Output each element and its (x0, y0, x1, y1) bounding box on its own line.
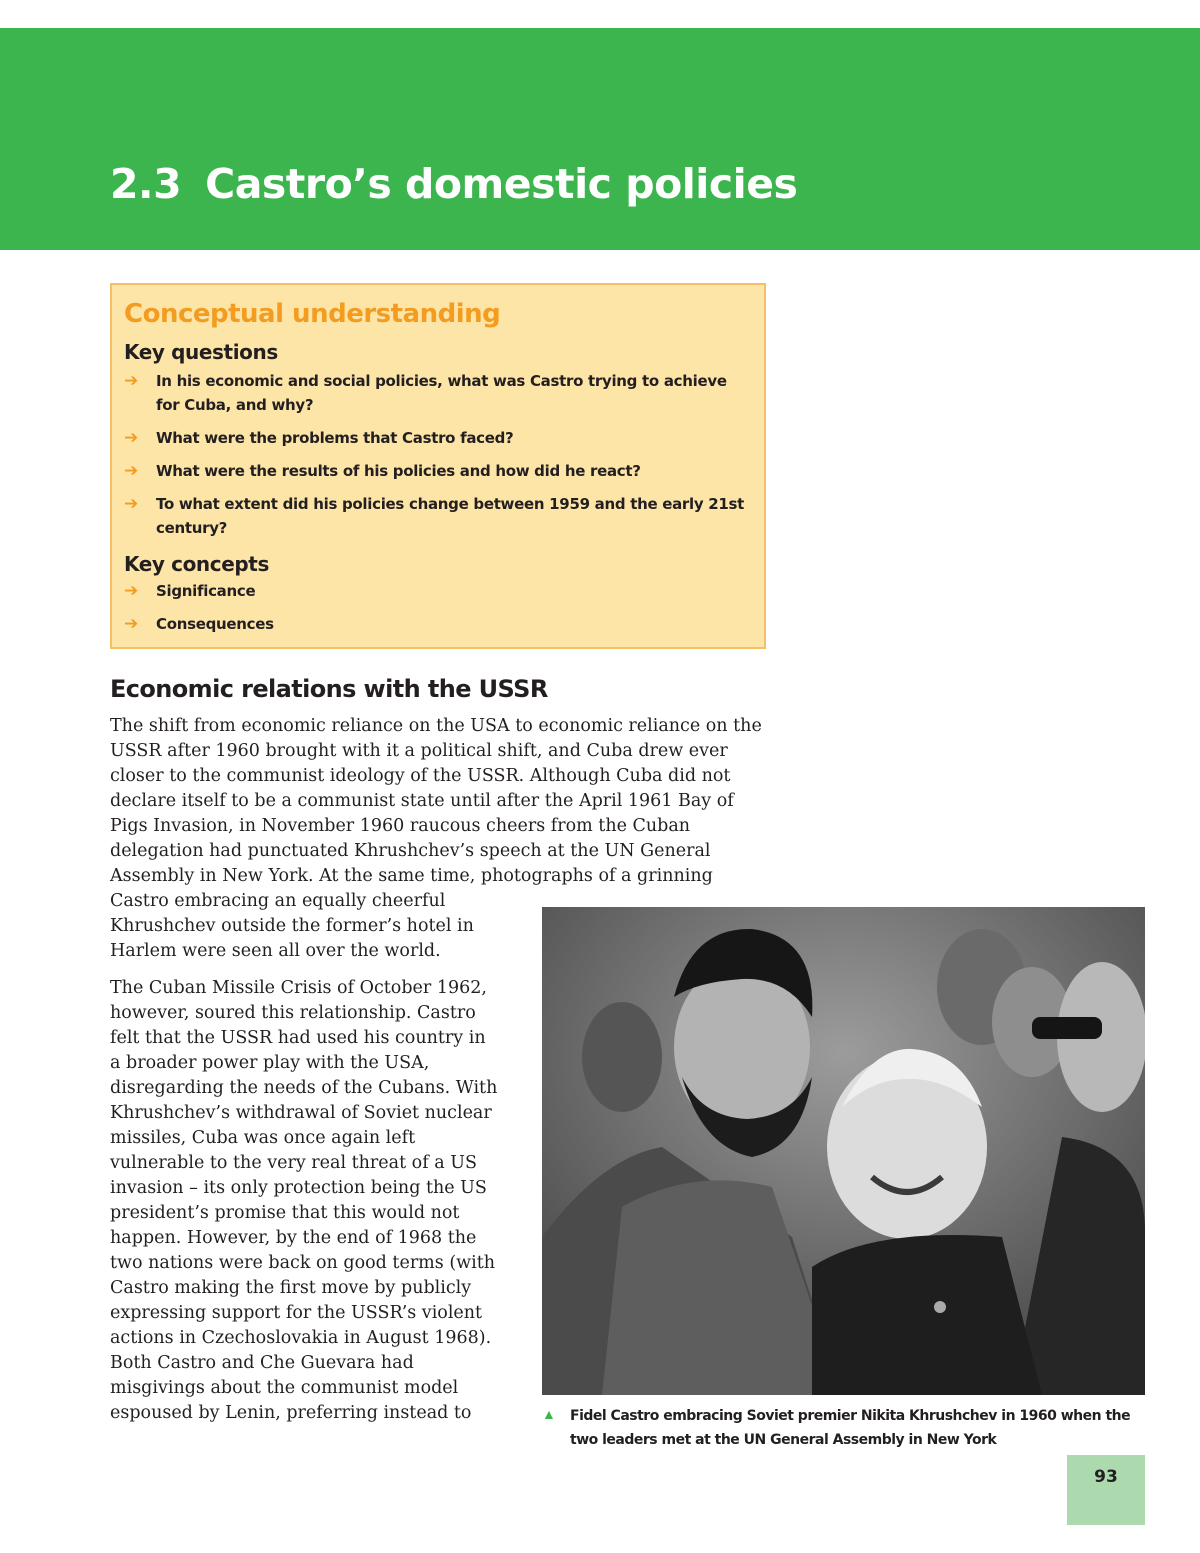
arrow-icon: ➔ (124, 614, 138, 634)
arrow-icon: ➔ (124, 371, 138, 391)
key-concepts-heading: Key concepts (124, 552, 269, 576)
arrow-icon: ➔ (124, 581, 138, 601)
conceptual-understanding-box (110, 283, 766, 649)
section-number: 2.3 (110, 160, 182, 208)
photo-caption (542, 1404, 1145, 1452)
section-title: Castro’s domestic policies (205, 160, 798, 208)
list-item: ➔ What were the results of his policies and how did he react? (124, 461, 641, 481)
key-questions-heading: Key questions (124, 340, 278, 364)
photo-image (542, 907, 1145, 1395)
page-number-box (1067, 1455, 1145, 1525)
paragraph-intro-continued: Castro embracing an equally cheerful Khrushchev outside the former’s hotel in Harlem were seen all over the world. (110, 891, 474, 961)
castro-khrushchev-photo (542, 907, 1145, 1395)
section-heading: Economic relations with the USSR (110, 675, 548, 703)
page-number: 93 (1094, 1467, 1118, 1487)
list-item: ➔ In his economic and social policies, what was Castro trying to achieve for Cuba, and why? (124, 371, 727, 414)
chapter-title (110, 160, 797, 208)
caption-triangle-icon: ▲ (542, 1406, 556, 1422)
concept-box-heading: Conceptual understanding (124, 299, 501, 329)
narrow-column (110, 889, 500, 1438)
key-questions-list (124, 369, 752, 540)
arrow-icon: ➔ (124, 428, 138, 448)
list-item: ➔ To what extent did his policies change between 1959 and the early 21st century? (124, 494, 745, 537)
key-concepts-list (124, 579, 752, 636)
caption-text: Fidel Castro embracing Soviet premier Nikita Khrushchev in 1960 when the two leaders met at the UN General Assembly in New York (570, 1408, 1131, 1448)
list-item: ➔ Consequences (124, 614, 274, 634)
header-band (0, 28, 1200, 250)
arrow-icon: ➔ (124, 494, 138, 514)
arrow-icon: ➔ (124, 461, 138, 481)
paragraph-intro: The shift from economic reliance on the USA to economic reliance on the USSR after 1960 brought with it a political shift, and Cuba drew ever closer to the communist ideology of the USSR. Although Cuba did not declare itself to be a communist state until after the April 1961 Bay of Pigs Invasion, in November 1960 raucous cheers from the Cuban delegation had punctuated Khrushchev’s speech at the UN General Assembly in New York. At the same time, photographs of a grinning (110, 716, 762, 886)
list-item: ➔ Significance (124, 581, 256, 601)
paragraph-missile-crisis: The Cuban Missile Crisis of October 1962, however, soured this relationship. Castro felt that the USSR had used his country in a broader power play with the USA, disregarding the needs of the Cubans. With Khrushchev’s withdrawal of Soviet nuclear missiles, Cuba was once again left vulnerable to the very real threat of a US invasion – its only protection being the US president’s promise that this would not happen. However, by the end of 1968 the two nations were back on good terms (with Castro making the first move by publicly expressing support for the USSR’s violent actions in Czechoslovakia in August 1968). Both Castro and Che Guevara had misgivings about the communist model espoused by Lenin, preferring instead to (110, 978, 498, 1423)
list-item: ➔ What were the problems that Castro faced? (124, 428, 514, 448)
